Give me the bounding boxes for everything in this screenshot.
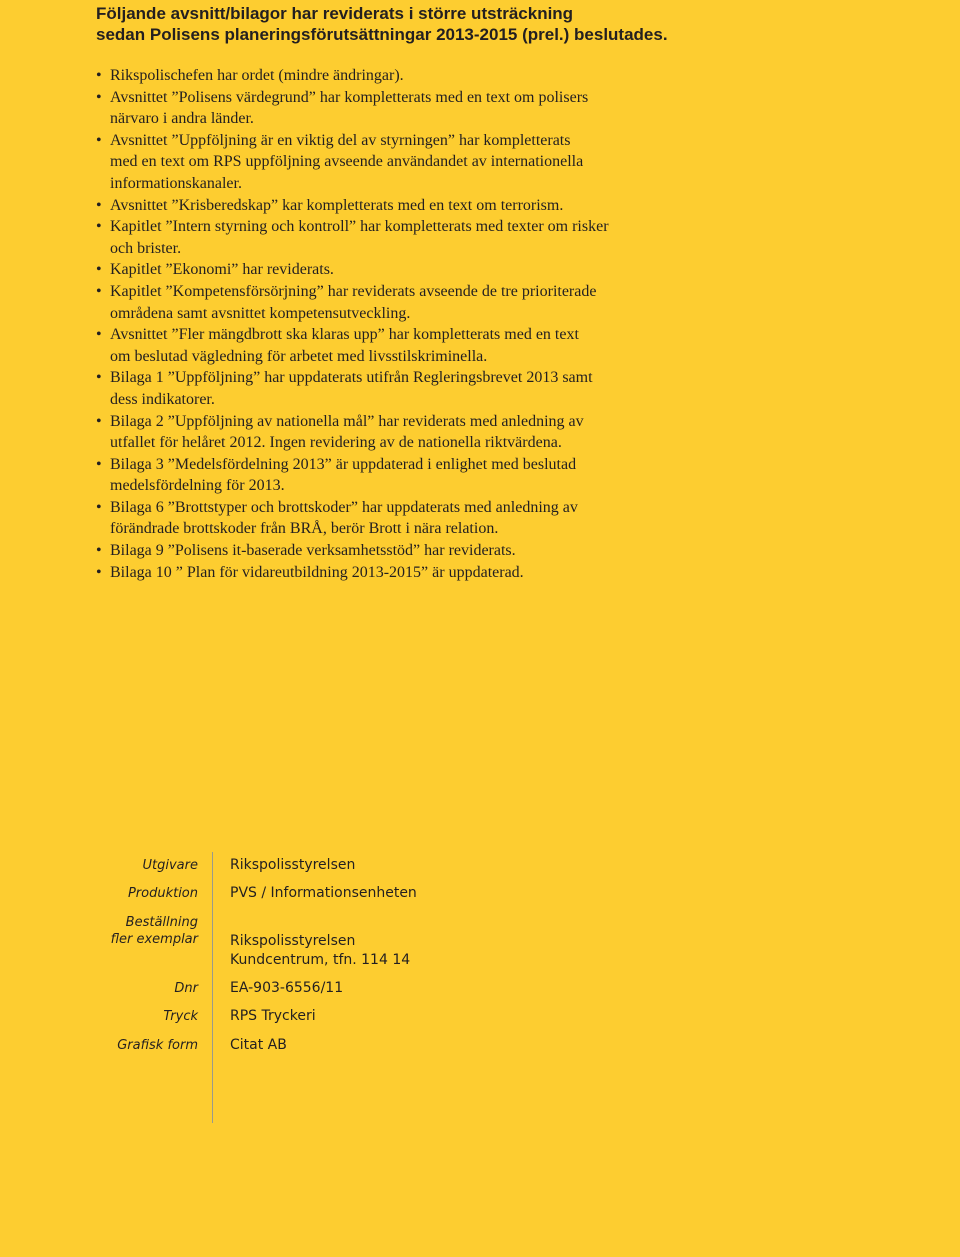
list-item-line: • Avsnittet ”Krisberedskap” kar kompletterats med en text om terrorism. — [110, 196, 564, 214]
list-item — [94, 367, 694, 410]
produktion-label: Produktion — [127, 886, 198, 901]
dnr-label: Dnr — [174, 981, 198, 996]
bestallning-value — [230, 932, 410, 970]
list-item — [94, 562, 694, 584]
tryck-value: RPS Tryckeri — [230, 1008, 316, 1024]
dnr-value: EA-903-6556/11 — [230, 980, 344, 996]
list-item — [94, 216, 694, 259]
list-item — [94, 259, 694, 281]
colophon — [100, 852, 520, 1127]
list-item-line: • Bilaga 10 ” Plan för vidareutbildning 2013-2015” är uppdaterad. — [110, 563, 524, 581]
list-item-line: utfallet för helåret 2012. Ingen revidering av de nationella riktvärdena. — [110, 434, 562, 452]
grafisk-form-label: Grafisk form — [117, 1038, 198, 1053]
list-item — [94, 540, 694, 562]
revision-list — [94, 65, 694, 583]
bestallning-label-line: fler exemplar — [110, 932, 198, 947]
list-item-line: • Bilaga 2 ”Uppföljning av nationella mål” har reviderats med anledning av — [110, 412, 584, 430]
utgivare-value: Rikspolisstyrelsen — [230, 857, 356, 873]
list-item — [94, 87, 694, 130]
list-item — [94, 454, 694, 497]
list-item-line: med en text om RPS uppföljning avseende användandet av internationella — [110, 153, 584, 171]
list-item-line: • Bilaga 1 ”Uppföljning” har uppdaterats utifrån Regleringsbrevet 2013 samt — [110, 369, 593, 387]
bestallning-label — [111, 914, 198, 948]
list-item — [94, 411, 694, 454]
page-heading — [96, 3, 856, 45]
list-item-line: • Bilaga 6 ”Brottstyper och brottskoder” har uppdaterats med anledning av — [110, 498, 578, 516]
colophon-divider — [212, 852, 213, 1123]
list-item-line: • Rikspolischefen har ordet (mindre ändringar). — [110, 67, 404, 84]
bestallning-label-line: Beställning — [125, 915, 198, 930]
list-item-line: dess indikatorer. — [110, 390, 215, 408]
list-item-line: • Avsnittet ”Polisens värdegrund” har kompletterats med en text om polisers — [110, 88, 589, 106]
list-item-line: informationskanaler. — [110, 174, 242, 192]
list-item — [94, 497, 694, 540]
list-item-line: • Kapitlet ”Kompetensförsörjning” har reviderats avseende de tre prioriterade — [110, 282, 597, 300]
list-item — [94, 65, 694, 87]
list-item-line: och brister. — [110, 239, 182, 257]
list-item-line: • Avsnittet ”Fler mängdbrott ska klaras upp” har kompletterats med en text — [110, 326, 579, 344]
list-item-line: förändrade brottskoder från BRÅ, berör Brott i nära relation. — [110, 520, 499, 538]
produktion-value: PVS / Informationsenheten — [230, 885, 417, 901]
list-item-line: medelsfördelning för 2013. — [110, 477, 285, 495]
heading-line: Följande avsnitt/bilagor har reviderats i större utsträckning — [96, 4, 574, 23]
bestallning-value-line: Rikspolisstyrelsen — [230, 933, 356, 949]
utgivare-label: Utgivare — [142, 858, 198, 873]
list-item — [94, 130, 694, 195]
list-item-line: närvaro i andra länder. — [110, 110, 254, 128]
list-item-line: • Avsnittet ”Uppföljning är en viktig del av styrningen” har kompletterats — [110, 131, 571, 149]
grafisk-form-value: Citat AB — [230, 1037, 287, 1053]
list-item-line: • Bilaga 9 ”Polisens it-baserade verksamhetsstöd” har reviderats. — [110, 542, 516, 560]
tryck-label: Tryck — [163, 1009, 198, 1024]
list-item — [94, 324, 694, 367]
list-item-line: om beslutad vägledning för arbetet med livsstilskriminella. — [110, 347, 488, 365]
list-item — [94, 281, 694, 324]
list-item — [94, 195, 694, 217]
list-item-line: • Kapitlet ”Intern styrning och kontroll” har kompletterats med texter om risker — [110, 218, 609, 236]
bestallning-value-line: Kundcentrum, tfn. 114 14 — [230, 952, 411, 968]
list-item-line: • Kapitlet ”Ekonomi” har reviderats. — [110, 261, 334, 279]
list-item-line: • Bilaga 3 ”Medelsfördelning 2013” är uppdaterad i enlighet med beslutad — [110, 455, 577, 473]
list-item-line: områdena samt avsnittet kompetensutveckling. — [110, 304, 411, 322]
heading-line: sedan Polisens planeringsförutsättningar 2013-2015 (prel.) beslutades. — [96, 25, 668, 44]
